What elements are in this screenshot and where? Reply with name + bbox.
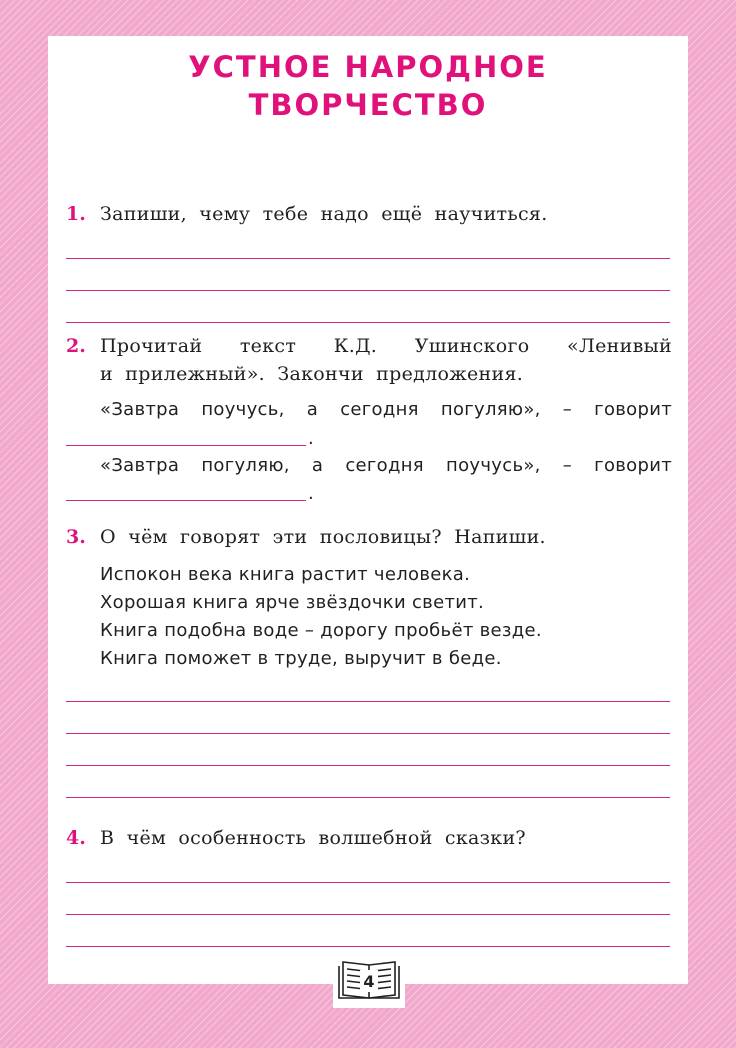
task-2-prompt-line-1: Прочитай текст К.Д. Ушинского «Ленивый: [100, 335, 672, 357]
page-title-line-1: УСТНОЕ НАРОДНОЕ: [188, 50, 548, 84]
sentence-1: «Завтра поучусь, а сегодня погуляю», – говорит: [100, 399, 672, 420]
page-title-line-2: ТВОРЧЕСТВО: [248, 88, 488, 122]
page-number: 4: [363, 972, 375, 991]
task-1-number: 1.: [66, 203, 86, 225]
worksheet-page: [48, 36, 688, 984]
task-4-prompt: В чём особенность волшебной сказки?: [100, 827, 526, 849]
open-book-icon: [333, 952, 405, 1008]
sentence-2: «Завтра погуляю, а сегодня поучусь», – говорит: [100, 455, 672, 476]
proverb-2: Хорошая книга ярче звёздочки светит.: [100, 592, 485, 613]
proverb-1: Испокон века книга растит человека.: [100, 564, 471, 585]
fill-in-blank-2[interactable]: [66, 500, 306, 501]
page-number-badge: [333, 952, 405, 1008]
task-3-number: 3.: [66, 526, 86, 548]
answer-line[interactable]: [66, 765, 670, 766]
answer-line[interactable]: [66, 290, 670, 291]
answer-line[interactable]: [66, 733, 670, 734]
fill-in-blank-1[interactable]: [66, 445, 306, 446]
answer-line[interactable]: [66, 882, 670, 883]
answer-line[interactable]: [66, 946, 670, 947]
task-3-prompt: О чём говорят эти пословицы? Напиши.: [100, 526, 546, 548]
proverb-3: Книга подобна воде – дорогу пробьёт везде.: [100, 620, 542, 641]
task-2-prompt-line-2: и прилежный». Закончи предложения.: [100, 363, 524, 385]
task-4-number: 4.: [66, 827, 86, 849]
sentence-2-period: .: [308, 483, 314, 504]
answer-line[interactable]: [66, 701, 670, 702]
sentence-1-period: .: [308, 428, 314, 449]
answer-line[interactable]: [66, 797, 670, 798]
task-1-prompt: Запиши, чему тебе надо ещё научиться.: [100, 203, 548, 225]
task-2-number: 2.: [66, 335, 86, 357]
answer-line[interactable]: [66, 322, 670, 323]
proverb-4: Книга поможет в труде, выручит в беде.: [100, 648, 502, 669]
answer-line[interactable]: [66, 914, 670, 915]
answer-line[interactable]: [66, 258, 670, 259]
